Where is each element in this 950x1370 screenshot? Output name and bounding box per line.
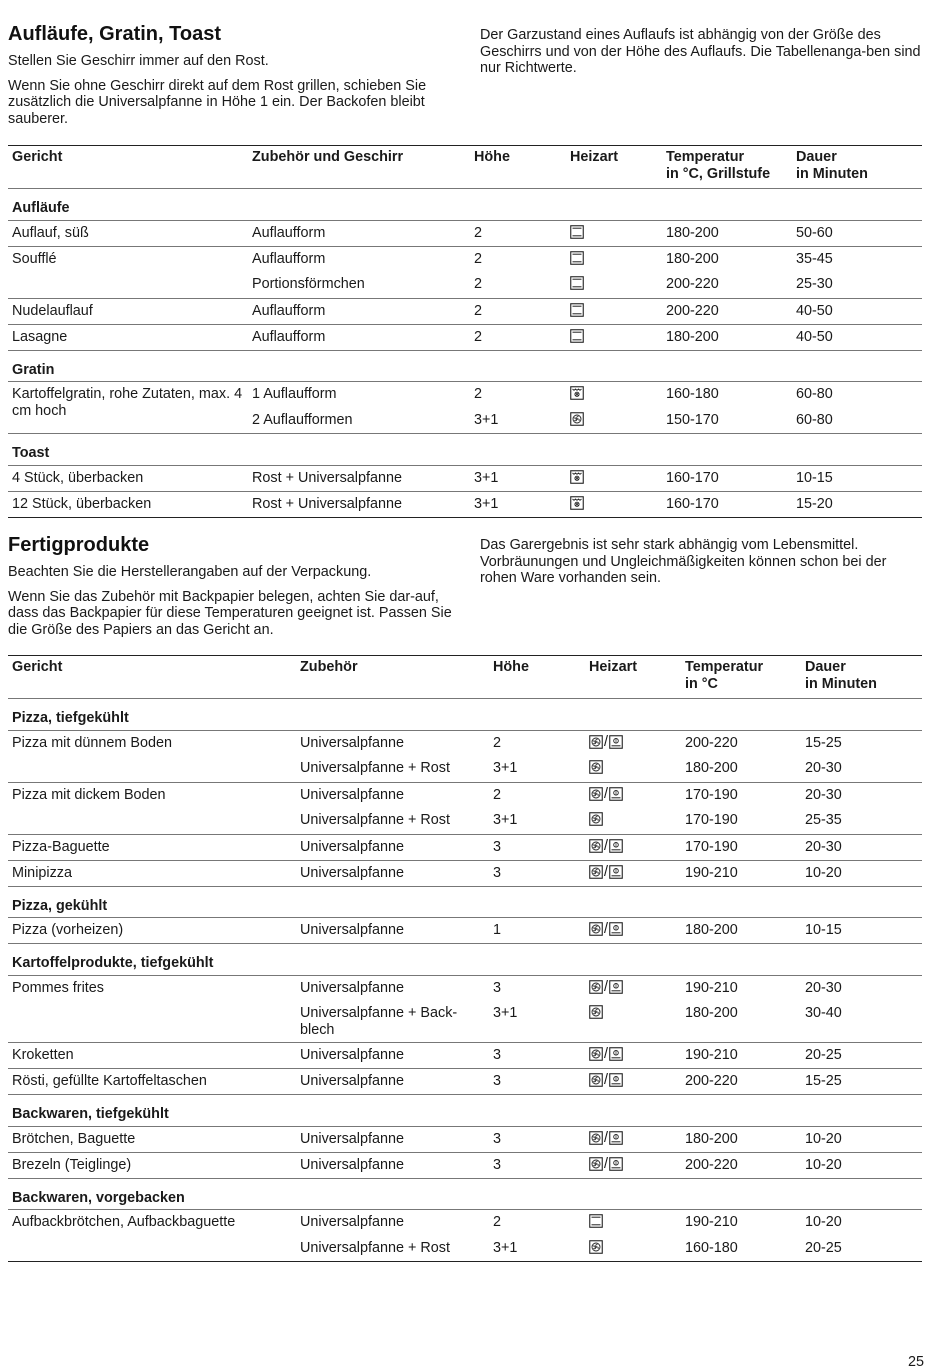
- cell-dish: Brötchen, Baguette: [8, 1126, 296, 1152]
- hot-air-icon: [589, 839, 603, 853]
- table-row: [8, 324, 922, 350]
- cell-height: 2: [470, 220, 566, 246]
- cell-heating-mode: [585, 1236, 681, 1262]
- table-row: [8, 1043, 922, 1069]
- cell-accessory: Rost + Universalpfanne: [248, 491, 470, 517]
- table-row: [8, 298, 922, 324]
- hot-air-icon: [589, 812, 603, 826]
- cell-dish: Pizza (vorheizen): [8, 918, 296, 944]
- cell-height: 3+1: [489, 756, 585, 782]
- table-row: [8, 918, 922, 944]
- cell-height: 3+1: [470, 408, 566, 434]
- table-row: [8, 246, 922, 272]
- header-heat: Heizart: [566, 146, 662, 189]
- top-bottom-heat-icon: [570, 251, 584, 265]
- header-dur-line1: Dauer: [796, 149, 837, 165]
- intro-paragraph: Wenn Sie das Zubehör mit Backpapier belegen, achten Sie dar-auf, dass das Backpapier für diese Temperaturen geeignet ist. Passen Sie die Größe des Papiers an das Gericht an.: [8, 588, 452, 638]
- cell-height: 3: [489, 860, 585, 886]
- cell-height: 2: [493, 786, 502, 803]
- cell-dish: Pizza-Baguette: [8, 834, 296, 860]
- separator-slash: /: [604, 978, 608, 995]
- cell-dish: Nudelauflauf: [8, 298, 248, 324]
- pizza-setting-icon: [609, 1047, 623, 1061]
- cell-temperature: 190-210: [685, 1214, 738, 1230]
- category-row: [8, 1095, 922, 1127]
- header-temp-line1: Temperatur: [666, 149, 745, 165]
- cell-duration: 15-25: [801, 1069, 922, 1095]
- cell-accessory: Rost + Universalpfanne: [248, 465, 470, 491]
- pizza-setting-icon: [609, 1073, 623, 1087]
- cell-temperature: 200-220: [685, 734, 738, 751]
- cell-duration: 35-45: [796, 250, 833, 267]
- pizza-setting-icon: [609, 1131, 623, 1145]
- page-number: 25: [907, 1354, 924, 1370]
- cell-temperature: 190-210: [681, 860, 801, 886]
- cell-duration: 20-30: [801, 834, 922, 860]
- cell-temperature: 180-200: [681, 918, 801, 944]
- header-temp-line1: Temperatur: [685, 659, 764, 675]
- cell-height: 2: [493, 1214, 502, 1230]
- cell-accessory: Universalpfanne: [296, 1152, 489, 1178]
- table-row: [8, 860, 922, 886]
- section-title-fertigprodukte: Fertigprodukte: [8, 534, 150, 556]
- cell-height: 1: [489, 918, 585, 944]
- cell-accessory: Universalpfanne: [300, 786, 404, 803]
- cell-height: 3: [493, 979, 502, 996]
- cell-duration: 15-25: [805, 734, 842, 751]
- table-row: [8, 220, 922, 246]
- circo-roasting-icon: [570, 470, 584, 484]
- cell-dish: Rösti, gefüllte Kartoffeltaschen: [8, 1069, 296, 1095]
- hot-air-icon: [570, 412, 584, 426]
- hot-air-icon: [589, 922, 603, 936]
- cell-duration: 60-80: [796, 386, 833, 402]
- cell-accessory: Universalpfanne: [296, 860, 489, 886]
- table-row: [8, 782, 922, 808]
- cell-heating-mode: [585, 1069, 681, 1095]
- cell-duration: 50-60: [792, 220, 922, 246]
- separator-slash: /: [604, 921, 608, 937]
- cell-heating-mode: [585, 1126, 681, 1152]
- header-temperature: [662, 146, 792, 189]
- pizza-setting-icon: [609, 787, 623, 801]
- intro-paragraph: Beachten Sie die Herstellerangaben auf der Verpackung.: [8, 564, 372, 580]
- category-row: [8, 189, 922, 221]
- cell-temperature: 160-170: [662, 465, 792, 491]
- cell-heating-mode: [566, 382, 662, 408]
- cell-accessory: Universalpfanne: [296, 1126, 489, 1152]
- cell-duration: 20-30: [805, 786, 842, 803]
- cell-accessory: 2 Auflaufformen: [248, 408, 470, 434]
- cell-accessory: Universalpfanne + Back-blech: [296, 1001, 489, 1043]
- hot-air-icon: [589, 1005, 603, 1019]
- circo-roasting-icon: [570, 496, 584, 510]
- cell-temperature: 170-190: [681, 808, 801, 834]
- intro-paragraph: Wenn Sie ohne Geschirr direkt auf dem Rost grillen, schieben Sie zusätzlich die Universalpfanne in Höhe 1 ein. Der Backofen bleibt sauberer.: [8, 77, 427, 127]
- cell-duration: 20-30: [801, 756, 922, 782]
- cell-accessory: Auflaufform: [252, 250, 326, 267]
- cell-height: 3+1: [470, 465, 566, 491]
- cell-temperature: 180-200: [662, 324, 792, 350]
- category-row: [8, 434, 922, 466]
- section2-intro-left: [8, 564, 458, 646]
- section2-intro-right: Das Garergebnis ist sehr stark abhängig vom Lebensmittel. Vorbräunungen und Ungleichmäßigkeiten können schon bei der rohen Ware vorhanden sein.: [480, 537, 887, 586]
- cell-accessory: Universalpfanne: [300, 979, 404, 996]
- cell-temperature: 160-180: [666, 386, 719, 402]
- hot-air-icon: [589, 865, 603, 879]
- cell-heating-mode: [585, 918, 681, 944]
- cell-temperature: 180-200: [681, 1001, 801, 1043]
- cell-accessory: Auflaufform: [248, 324, 470, 350]
- category-label: Aufläufe: [8, 189, 922, 221]
- category-label: Backwaren, tiefgekühlt: [8, 1095, 922, 1127]
- cell-heating-mode: [585, 1210, 681, 1236]
- cell-accessory: Universalpfanne: [296, 834, 489, 860]
- cell-heating-mode: [566, 246, 662, 272]
- hot-air-icon: [589, 1047, 603, 1061]
- cell-height: 3: [489, 1152, 585, 1178]
- separator-slash: /: [604, 1072, 608, 1088]
- cell-height: 2: [474, 250, 483, 267]
- cell-temperature: 200-220: [662, 298, 792, 324]
- pizza-setting-icon: [609, 735, 623, 749]
- category-label: Kartoffelprodukte, tiefgekühlt: [8, 944, 922, 976]
- hot-air-icon: [589, 735, 603, 749]
- cell-duration: 30-40: [801, 1001, 922, 1043]
- section-title-auflaeufe: Aufläufe, Gratin, Toast: [8, 23, 221, 45]
- category-label: Toast: [8, 434, 922, 466]
- separator-slash: /: [604, 785, 608, 802]
- cell-duration: 10-20: [801, 860, 922, 886]
- cell-heating-mode: [585, 1001, 681, 1043]
- cell-duration: 10-15: [792, 465, 922, 491]
- table-body: [8, 189, 922, 518]
- cell-duration: 60-80: [792, 408, 922, 434]
- header-dur-line2: in Minuten: [796, 165, 868, 182]
- cell-duration: 20-25: [801, 1043, 922, 1069]
- cell-temperature: 160-180: [681, 1236, 801, 1262]
- separator-slash: /: [604, 1129, 608, 1146]
- cell-duration: 40-50: [792, 298, 922, 324]
- category-row: [8, 1178, 922, 1210]
- cell-temperature: 180-200: [666, 250, 719, 267]
- pizza-setting-icon: [609, 1157, 623, 1171]
- cell-duration: 10-20: [805, 1214, 842, 1230]
- separator-slash: /: [604, 837, 608, 854]
- category-row: [8, 944, 922, 976]
- cell-accessory: 1 Auflaufform: [252, 386, 337, 402]
- cell-heating-mode: [566, 272, 662, 298]
- pizza-setting-icon: [609, 839, 623, 853]
- hot-air-icon: [589, 1073, 603, 1087]
- cell-height: 3+1: [489, 1236, 585, 1262]
- top-bottom-heat-icon: [570, 276, 584, 290]
- hot-air-icon: [589, 787, 603, 801]
- cell-duration: 10-20: [801, 1126, 922, 1152]
- separator-slash: /: [604, 1155, 608, 1172]
- table-row: [8, 1069, 922, 1095]
- cell-accessory: Universalpfanne: [296, 918, 489, 944]
- cell-accessory: Portionsförmchen: [248, 272, 470, 298]
- category-row: [8, 886, 922, 918]
- section1-intro-left: [8, 53, 458, 135]
- cell-dish: Pizza mit dickem Boden: [8, 782, 296, 834]
- pizza-setting-icon: [609, 922, 623, 936]
- cell-dish: Soufflé: [8, 246, 248, 298]
- header-dish: Gericht: [8, 656, 296, 699]
- header-accessory: Zubehör: [296, 656, 489, 699]
- cell-heating-mode: [566, 491, 662, 517]
- cell-temperature: 160-170: [662, 491, 792, 517]
- cell-temperature: 200-220: [662, 272, 792, 298]
- section1-intro-right: Der Garzustand eines Auflaufs ist abhängig von der Größe des Geschirrs und von der Höhe des Auflaufs. Die Tabellenanga-ben sind nur Richtwerte.: [480, 27, 921, 76]
- cell-accessory: Universalpfanne: [296, 1043, 489, 1069]
- category-label: Gratin: [8, 350, 922, 382]
- cooking-table-fertigprodukte: [8, 655, 922, 1262]
- cell-dish: Kartoffelgratin, rohe Zutaten, max. 4 cm hoch: [8, 382, 248, 434]
- header-duration: [792, 146, 922, 189]
- header-temp-line2: in °C, Grillstufe: [666, 165, 771, 182]
- header-dish: Gericht: [8, 146, 248, 189]
- cell-height: 2: [493, 734, 502, 751]
- cell-heating-mode: [585, 808, 681, 834]
- table-header-row: [8, 656, 922, 699]
- cell-dish: Lasagne: [8, 324, 248, 350]
- cell-duration: 15-20: [792, 491, 922, 517]
- cell-temperature: 190-210: [681, 1043, 801, 1069]
- cell-height: 3+1: [489, 808, 585, 834]
- header-temperature: [681, 656, 801, 699]
- category-row: [8, 699, 922, 731]
- cell-duration: 10-15: [801, 918, 922, 944]
- category-row: [8, 350, 922, 382]
- cooking-table-auflaeufe: [8, 145, 922, 518]
- cell-dish: Pizza mit dünnem Boden: [8, 730, 296, 782]
- cell-heating-mode: [566, 324, 662, 350]
- cell-accessory: Universalpfanne: [300, 1214, 404, 1230]
- cell-heating-mode: [566, 298, 662, 324]
- table-row: [8, 730, 922, 756]
- cell-height: 3: [489, 1043, 585, 1069]
- category-label: Backwaren, vorgebacken: [8, 1178, 922, 1210]
- cell-dish: Aufbackbrötchen, Aufbackbaguette: [8, 1210, 296, 1262]
- cell-duration: 25-30: [792, 272, 922, 298]
- cell-dish: Brezeln (Teiglinge): [8, 1152, 296, 1178]
- cell-height: 2: [470, 324, 566, 350]
- cell-height: 2: [474, 386, 483, 402]
- cell-heating-mode: [566, 465, 662, 491]
- cell-accessory: Universalpfanne: [300, 734, 404, 751]
- cell-dish: 12 Stück, überbacken: [8, 491, 248, 517]
- table-header-row: [8, 146, 922, 189]
- cell-accessory: Universalpfanne + Rost: [296, 756, 489, 782]
- cell-dish: 4 Stück, überbacken: [8, 465, 248, 491]
- cell-height: 3+1: [489, 1001, 585, 1043]
- cell-height: 3: [489, 1069, 585, 1095]
- hot-air-icon: [589, 760, 603, 774]
- cell-accessory: Auflaufform: [248, 298, 470, 324]
- pizza-setting-icon: [609, 980, 623, 994]
- cell-dish: Auflauf, süß: [8, 220, 248, 246]
- table-row: [8, 382, 922, 408]
- intro-paragraph: Stellen Sie Geschirr immer auf den Rost.: [8, 53, 269, 69]
- table-body: [8, 699, 922, 1262]
- header-accessory: Zubehör und Geschirr: [248, 146, 470, 189]
- cell-heating-mode: [585, 756, 681, 782]
- cell-temperature: 150-170: [662, 408, 792, 434]
- separator-slash: /: [604, 1046, 608, 1062]
- cell-heating-mode: [566, 220, 662, 246]
- cell-accessory: Auflaufform: [248, 220, 470, 246]
- top-bottom-heat-icon: [570, 303, 584, 317]
- table-row: [8, 465, 922, 491]
- cell-heating-mode: [585, 860, 681, 886]
- header-height: Höhe: [489, 656, 585, 699]
- hot-air-icon: [589, 1131, 603, 1145]
- cell-height: 3+1: [470, 491, 566, 517]
- header-duration: [801, 656, 922, 699]
- cell-duration: 20-30: [805, 979, 842, 996]
- cell-height: 3: [489, 1126, 585, 1152]
- category-label: Pizza, gekühlt: [8, 886, 922, 918]
- hot-air-icon: [589, 1157, 603, 1171]
- cell-heating-mode: [566, 408, 662, 434]
- top-bottom-heat-icon: [570, 329, 584, 343]
- cell-temperature: 180-200: [681, 1126, 801, 1152]
- pizza-setting-icon: [609, 865, 623, 879]
- cell-duration: 10-20: [801, 1152, 922, 1178]
- circo-roasting-icon: [570, 386, 584, 400]
- cell-duration: 40-50: [792, 324, 922, 350]
- cell-duration: 20-25: [801, 1236, 922, 1262]
- table-row: [8, 491, 922, 517]
- cell-dish: Minipizza: [8, 860, 296, 886]
- cell-heating-mode: [585, 834, 681, 860]
- separator-slash: /: [604, 733, 608, 750]
- cell-height: 2: [470, 272, 566, 298]
- cell-accessory: Universalpfanne + Rost: [296, 808, 489, 834]
- cell-accessory: Universalpfanne: [296, 1069, 489, 1095]
- header-dur-line2: in Minuten: [805, 675, 877, 692]
- cell-temperature: 200-220: [681, 1069, 801, 1095]
- separator-slash: /: [604, 863, 608, 880]
- table-row: [8, 1210, 922, 1236]
- cell-height: 2: [470, 298, 566, 324]
- cell-heating-mode: [585, 1152, 681, 1178]
- cell-temperature: 170-190: [685, 786, 738, 803]
- cell-duration: 25-35: [801, 808, 922, 834]
- header-heat: Heizart: [585, 656, 681, 699]
- hot-air-icon: [589, 1240, 603, 1254]
- cell-heating-mode: [585, 975, 681, 1001]
- header-temp-line2: in °C: [685, 675, 718, 692]
- table-row: [8, 1126, 922, 1152]
- header-dur-line1: Dauer: [805, 659, 846, 675]
- cell-temperature: 180-200: [681, 756, 801, 782]
- table-row: [8, 834, 922, 860]
- top-bottom-heat-icon: [570, 225, 584, 239]
- cell-temperature: 170-190: [681, 834, 801, 860]
- table-row: [8, 975, 922, 1001]
- cell-height: 3: [489, 834, 585, 860]
- cell-temperature: 200-220: [681, 1152, 801, 1178]
- cell-heating-mode: [585, 1043, 681, 1069]
- cell-dish: Kroketten: [8, 1043, 296, 1069]
- table-row: [8, 1152, 922, 1178]
- header-height: Höhe: [470, 146, 566, 189]
- cell-heating-mode: [585, 730, 681, 756]
- cell-temperature: 180-200: [662, 220, 792, 246]
- hot-air-icon: [589, 980, 603, 994]
- top-bottom-heat-icon: [589, 1214, 603, 1228]
- cell-temperature: 190-210: [685, 979, 738, 996]
- cell-accessory: Universalpfanne + Rost: [296, 1236, 489, 1262]
- cell-dish: Pommes frites: [8, 975, 296, 1043]
- category-label: Pizza, tiefgekühlt: [8, 699, 922, 731]
- cell-heating-mode: [585, 782, 681, 808]
